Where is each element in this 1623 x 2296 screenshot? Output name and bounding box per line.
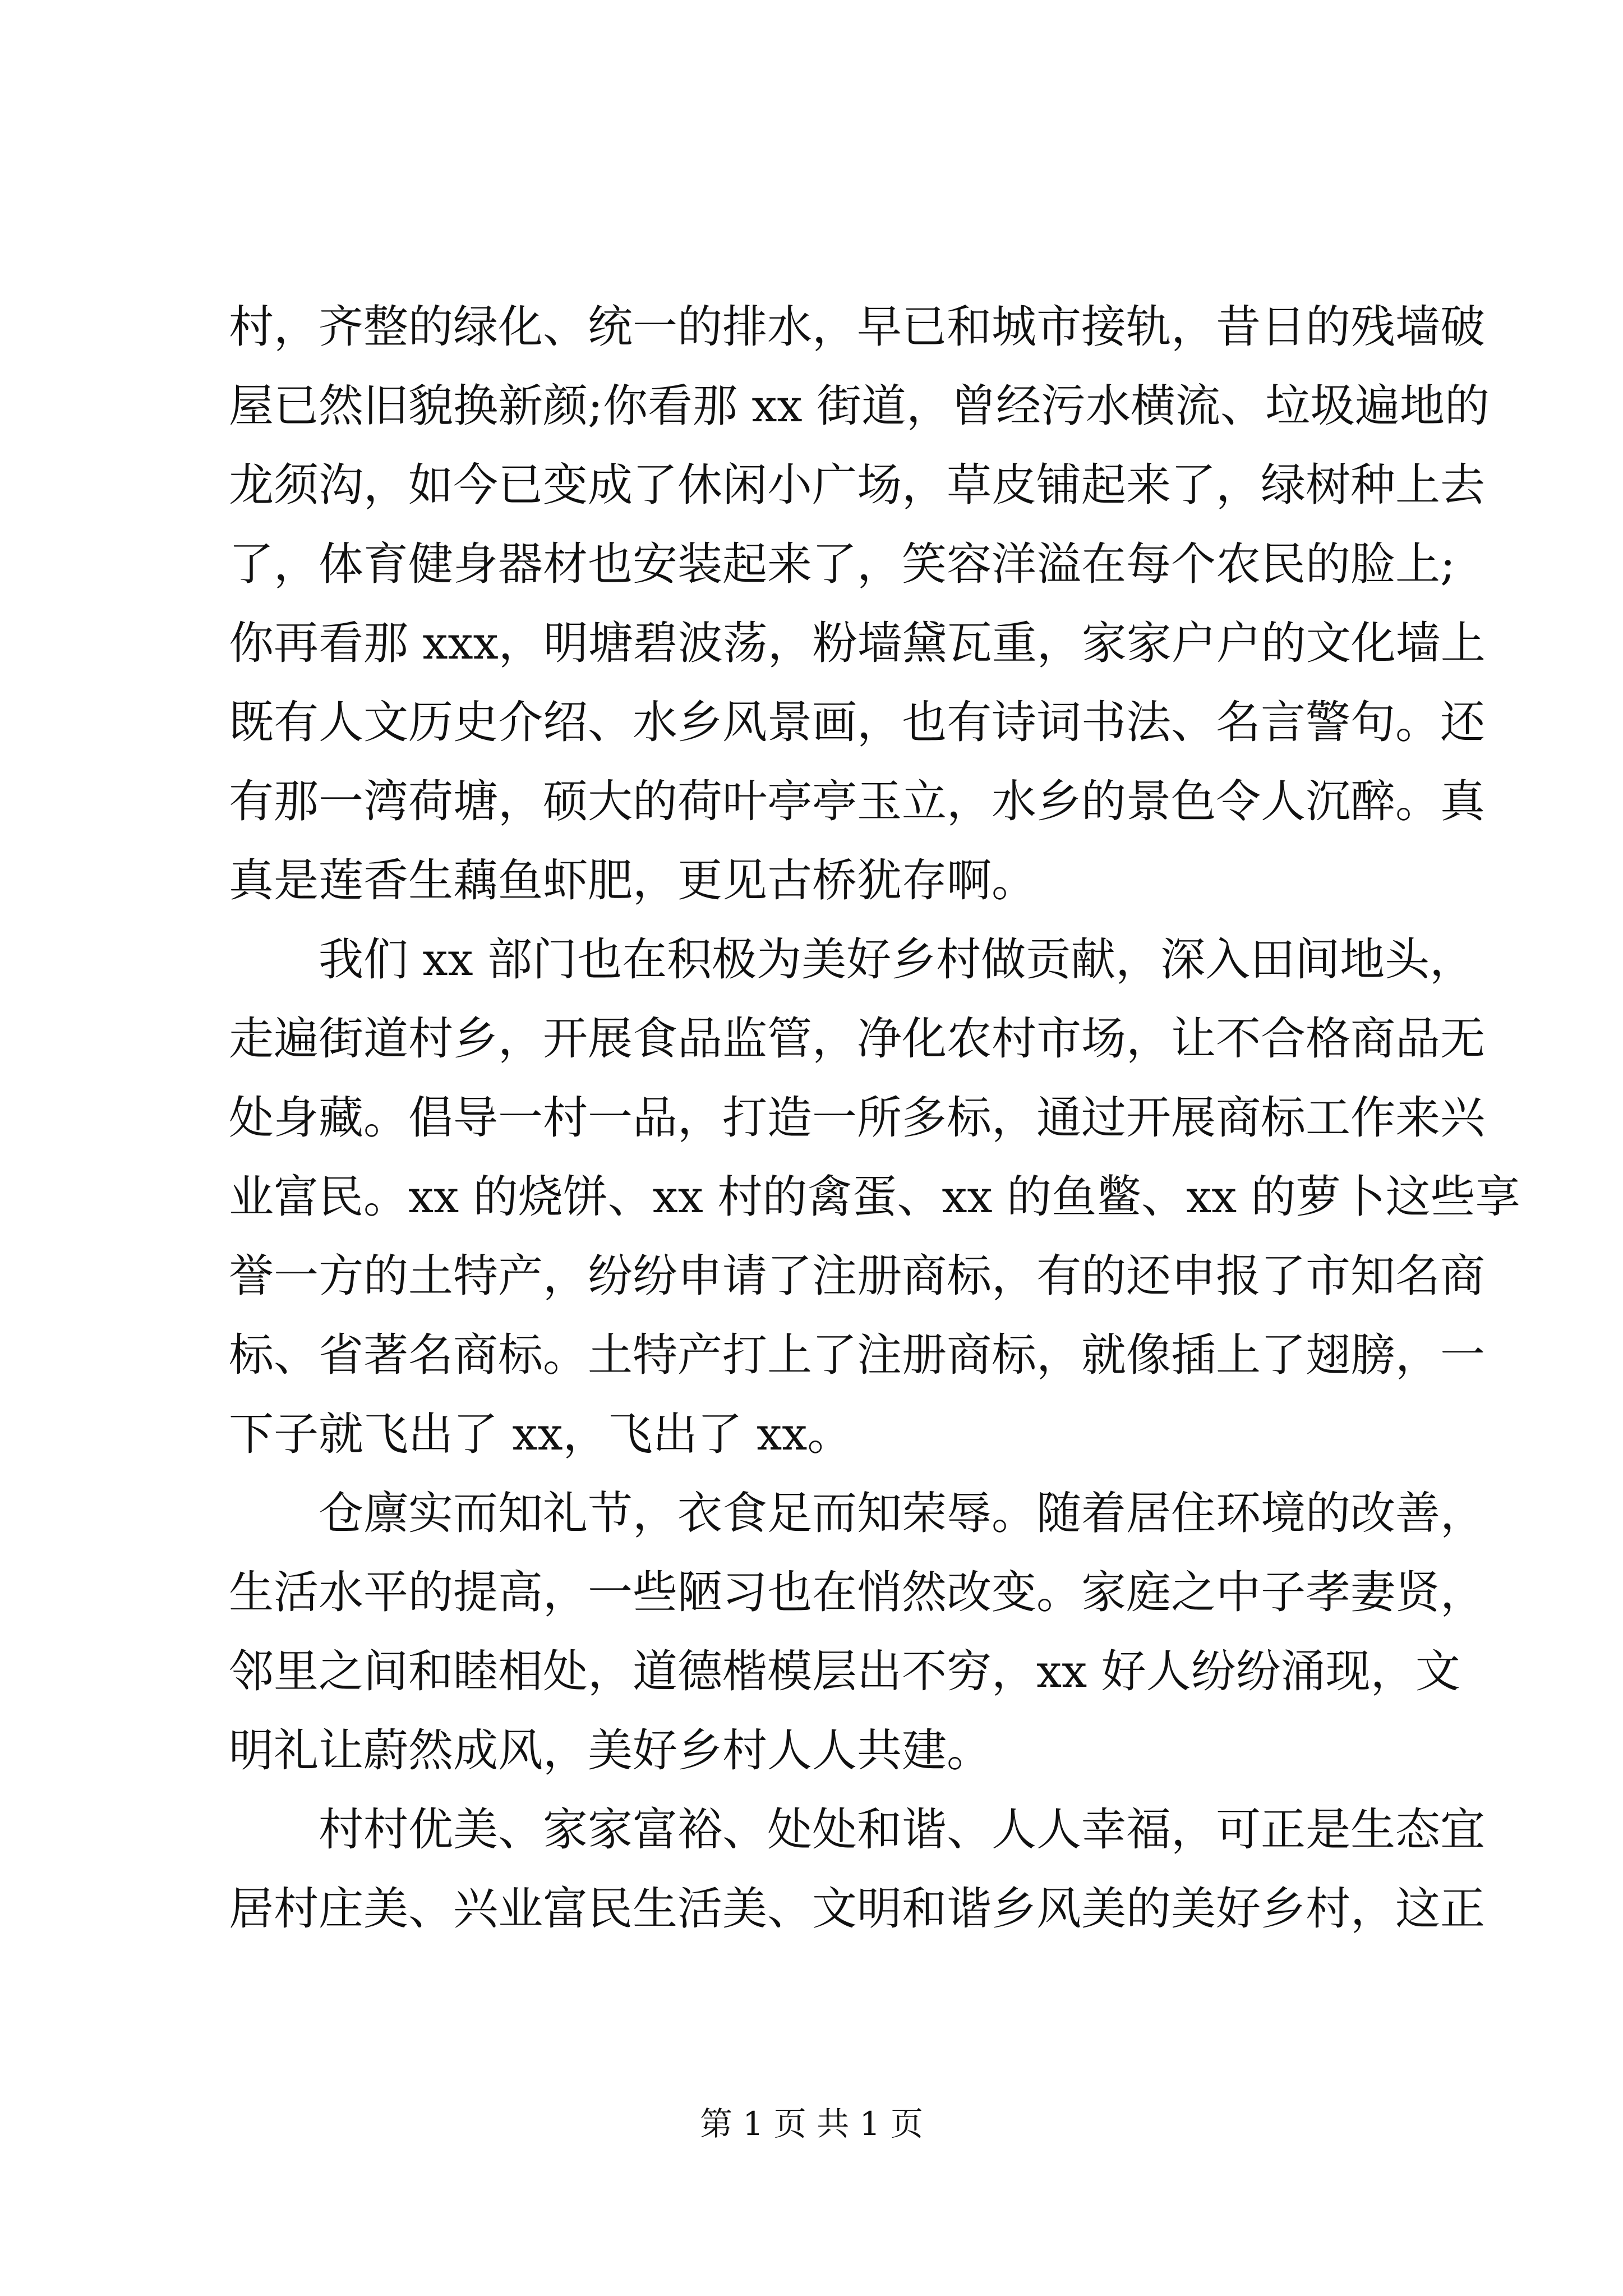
text-line: 我们 xx 部门也在积极为美好乡村做贡献，深入田间地头， [319, 933, 1475, 986]
text-line: 龙须沟，如今已变成了休闲小广场，草皮铺起来了，绿树种上去 [229, 459, 1485, 511]
paragraph-1 [229, 287, 1490, 920]
text-line: 处身藏。倡导一村一品，打造一所多标，通过开展商标工作来兴 [229, 1092, 1485, 1144]
text-line: 屋已然旧貌换新颜;你看那 xx 街道，曾经污水横流、垃圾遍地的 [229, 380, 1490, 432]
text-line: 标、省著名商标。土特产打上了注册商标，就像插上了翅膀，一 [229, 1329, 1485, 1381]
text-line: 生活水平的提高，一些陋习也在悄然改变。家庭之中子孝妻贤， [229, 1566, 1485, 1618]
text-line: 真是莲香生藕鱼虾肥，更见古桥犹存啊。 [229, 854, 1036, 907]
text-line: 居村庄美、兴业富民生活美、文明和谐乡风美的美好乡村，这正 [229, 1883, 1485, 1935]
page-footer [0, 2101, 1623, 2146]
body-text [229, 287, 1520, 1948]
text-line: 邻里之间和睦相处，道德楷模层出不穷，xx 好人纷纷涌现，文 [229, 1645, 1460, 1697]
paragraph-4 [229, 1790, 1485, 1948]
text-line: 了，体育健身器材也安装起来了，笑容洋溢在每个农民的脸上; [229, 538, 1455, 590]
page-number-label: 第 1 页 共 1 页 [700, 2105, 923, 2143]
text-line: 既有人文历史介绍、水乡风景画，也有诗词书法、名言警句。还 [229, 696, 1485, 748]
text-line: 你再看那 xxx，明塘碧波荡，粉墙黛瓦重，家家户户的文化墙上 [229, 617, 1486, 669]
text-line: 下子就飞出了 xx，飞出了 xx。 [229, 1408, 852, 1460]
paragraph-3 [229, 1474, 1485, 1790]
text-line: 走遍街道村乡，开展食品监管，净化农村市场，让不合格商品无 [229, 1013, 1485, 1065]
text-line: 有那一湾荷塘，硕大的荷叶亭亭玉立，水乡的景色令人沉醉。真 [229, 775, 1485, 827]
text-line: 仓廪实而知礼节，衣食足而知荣辱。随着居住环境的改善， [319, 1487, 1485, 1539]
paragraph-2 [229, 920, 1520, 1474]
text-line: 业富民。xx 的烧饼、xx 村的禽蛋、xx 的鱼鳖、xx 的萝卜这些享 [229, 1171, 1520, 1223]
text-line: 誉一方的土特产，纷纷申请了注册商标，有的还申报了市知名商 [229, 1250, 1485, 1302]
text-line: 村，齐整的绿化、统一的排水，早已和城市接轨，昔日的残墙破 [229, 301, 1485, 353]
text-line: 村村优美、家家富裕、处处和谐、人人幸福，可正是生态宜 [319, 1803, 1485, 1856]
text-line: 明礼让蔚然成风，美好乡村人人共建。 [229, 1724, 992, 1777]
